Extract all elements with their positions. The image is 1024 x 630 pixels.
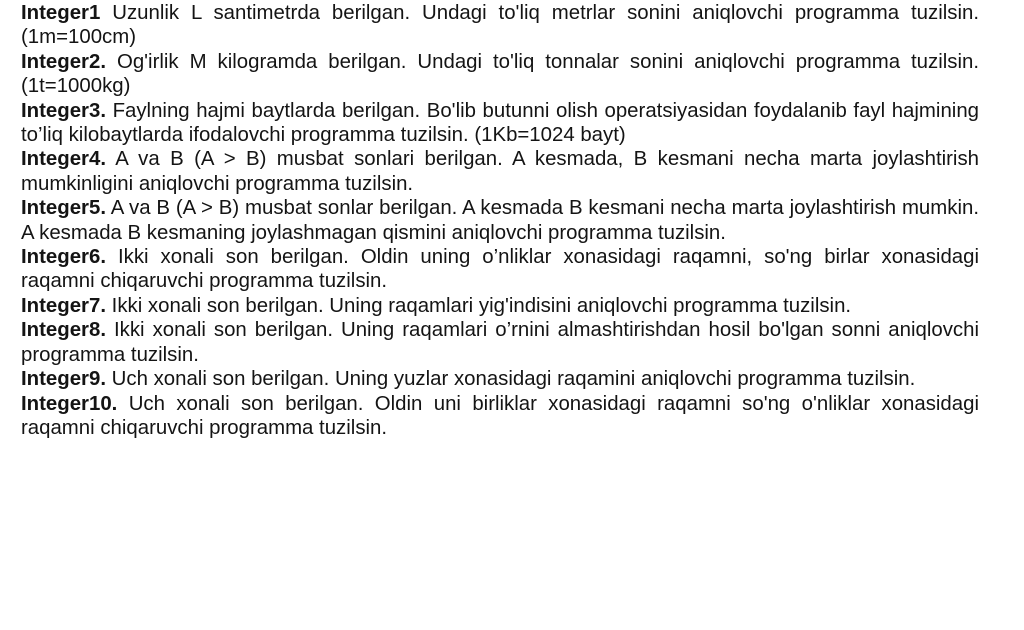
task-text: Ikki xonali son berilgan. Uning raqamlari o’rnini almashtirishdan hosil bo'lgan sonni aniqlovchi programma tuzilsin. — [21, 319, 979, 366]
task-list — [21, 1, 979, 440]
task-text: A va B (A > B) musbat sonlar berilgan. A kesmada B kesmani necha marta joylashtirish mumkin. A kesmada B kesmaning joylashmagan qismini aniqlovchi programma tuzilsin. — [21, 197, 979, 244]
task-integer1 — [21, 1, 979, 50]
task-text: Ikki xonali son berilgan. Uning raqamlari yig'indisini aniqlovchi programma tuzilsin. — [106, 294, 852, 317]
task-label: Integer10. — [21, 392, 118, 415]
task-label: Integer1 — [21, 2, 101, 24]
task-label: Integer7. — [21, 294, 106, 317]
task-text: Faylning hajmi baytlarda berilgan. Bo'lib butunni olish operatsiyasidan foydalanib fayl hajmining to’liq kilobaytlarda ifodalovchi programma tuzilsin. (1Kb=1024 bayt) — [21, 99, 979, 147]
task-text: Uch xonali son berilgan. Uning yuzlar xonasidagi raqamini aniqlovchi programma tuzilsin. — [106, 368, 916, 391]
task-integer10 — [21, 392, 979, 441]
task-integer5 — [21, 196, 979, 245]
task-label: Integer8. — [21, 319, 106, 342]
task-integer4 — [21, 147, 979, 196]
task-label: Integer5. — [21, 197, 106, 220]
task-text: Uzunlik L santimetrda berilgan. Undagi to'liq metrlar sonini aniqlovchi programma tuzilsin. (1m=100cm) — [21, 2, 979, 49]
task-text: A va B (A > B) musbat sonlari berilgan. A kesmada, B kesmani necha marta joylashtirish mumkinligini aniqlovchi programma tuzilsin. — [21, 148, 979, 195]
task-integer7 — [21, 294, 979, 318]
task-text: Ikki xonali son berilgan. Oldin uning o’nliklar xonasidagi raqamni, so'ng birlar xonasidagi raqamni chiqaruvchi programma tuzilsin. — [21, 246, 979, 293]
task-label: Integer6. — [21, 246, 106, 269]
task-label: Integer3. — [21, 99, 106, 122]
task-text: Uch xonali son berilgan. Oldin uni birliklar xonasidagi raqamni so'ng o'nliklar xonasidagi raqamni chiqaruvchi programma tuzilsin. — [21, 392, 979, 439]
task-label: Integer9. — [21, 368, 106, 391]
task-integer3 — [21, 99, 979, 148]
task-integer2 — [21, 50, 979, 99]
task-label: Integer2. — [21, 50, 106, 73]
task-integer6 — [21, 245, 979, 294]
task-integer9 — [21, 367, 979, 391]
task-text: Og'irlik M kilogramda berilgan. Undagi to'liq tonnalar sonini aniqlovchi programma tuzilsin. (1t=1000kg) — [21, 50, 979, 98]
task-integer8 — [21, 318, 979, 367]
task-label: Integer4. — [21, 148, 106, 171]
